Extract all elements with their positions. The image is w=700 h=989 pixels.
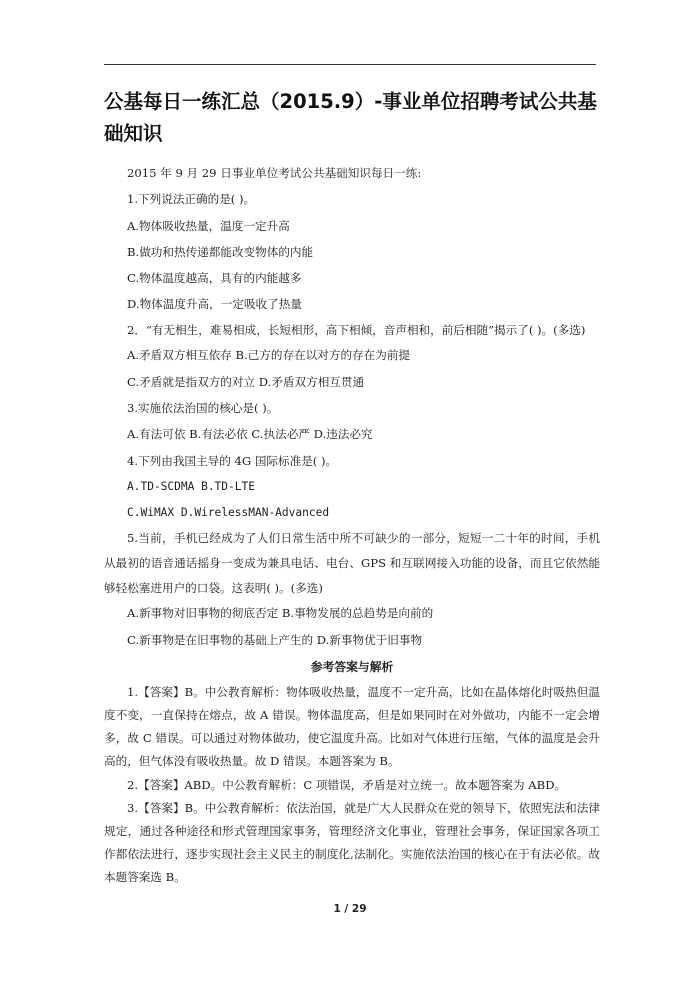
question-option: D.物体温度升高，一定吸收了热量 — [127, 297, 302, 312]
answer-paragraph: 3.【答案】B。中公教育解析：依法治国，就是广大人民群众在党的领导下，依照宪法和法律规定，通过各种途径和形式管理国家事务，管理经济文化事业，管理社会事务，保证国家各项工作都依法进行，逐步实现社会主义民主的制度化,法制化。实施依法治国的核心在于有法必依。故本题答案选 B。 — [104, 800, 600, 885]
question-option: B.做功和热传递都能改变物体的内能 — [127, 244, 314, 259]
question-option: A.TD-SCDMA B.TD-LTE — [127, 479, 255, 493]
question-option: C.物体温度越高，具有的内能越多 — [127, 271, 302, 286]
question-option: A.有法可依 B.有法必依 C.执法必严 D.违法必究 — [127, 427, 373, 442]
question-option: A.矛盾双方相互依存 B.己方的存在以对方的存在为前提 — [127, 348, 411, 363]
answer-paragraph: 1.【答案】B。中公教育解析：物体吸收热量，温度不一定升高，比如在晶体熔化时吸热但温度不变，一直保持在熔点，故 A 错误。物体温度高，但是如果同时在对外做功，内能不一定会增多，故 C 错误。可以通过对物体做功，使它温度升高。比如对气体进行压缩，气体的温度是会升高的，但气体没有吸收热量。故 D 错误。本题答案为 B。 — [104, 684, 600, 769]
question-stem: 5.当前，手机已经成为了人们日常生活中所不可缺少的一部分，短短一二十年的时间，手机从最初的语音通话摇身一变成为兼具电话、电台、GPS 和互联网接入功能的设备，而且它依然能够轻松塞进用户的口袋。这表明( )。(多选) — [104, 531, 600, 595]
question-stem: 2．“有无相生，难易相成，长短相形，高下相倾，音声相和，前后相随”揭示了( )。(多选) — [127, 322, 586, 337]
question-stem: 4.下列由我国主导的 4G 国际标准是( )。 — [127, 453, 338, 468]
question-stem: 1.下列说法正确的是( )。 — [127, 192, 256, 207]
answers-heading: 参考答案与解析 — [310, 659, 394, 674]
document-title: 公基每日一练汇总（2015.9）-事业单位招聘考试公共基础知识 — [104, 90, 597, 145]
question-option: A.新事物对旧事物的彻底否定 B.事物发展的总趋势是向前的 — [127, 606, 434, 621]
question-option: C.矛盾就是指双方的对立 D.矛盾双方相互贯通 — [127, 374, 365, 389]
header-rule — [104, 64, 596, 65]
answer-paragraph: 2.【答案】ABD。中公教育解析：C 项错误，矛盾是对立统一。故本题答案为 ABD。 — [127, 777, 567, 792]
question-option: C.新事物是在旧事物的基础上产生的 D.新事物优于旧事物 — [127, 632, 423, 647]
question-option: C.WiMAX D.WirelessMAN-Advanced — [127, 506, 330, 520]
question-stem: 3.实施依法治国的核心是( )。 — [127, 400, 279, 415]
question-option: A.物体吸收热量，温度一定升高 — [127, 218, 290, 233]
page-number: 1 / 29 — [333, 903, 367, 915]
document-body — [104, 160, 600, 890]
intro-line: 2015 年 9 月 29 日事业单位考试公共基础知识每日一练: — [127, 166, 422, 180]
